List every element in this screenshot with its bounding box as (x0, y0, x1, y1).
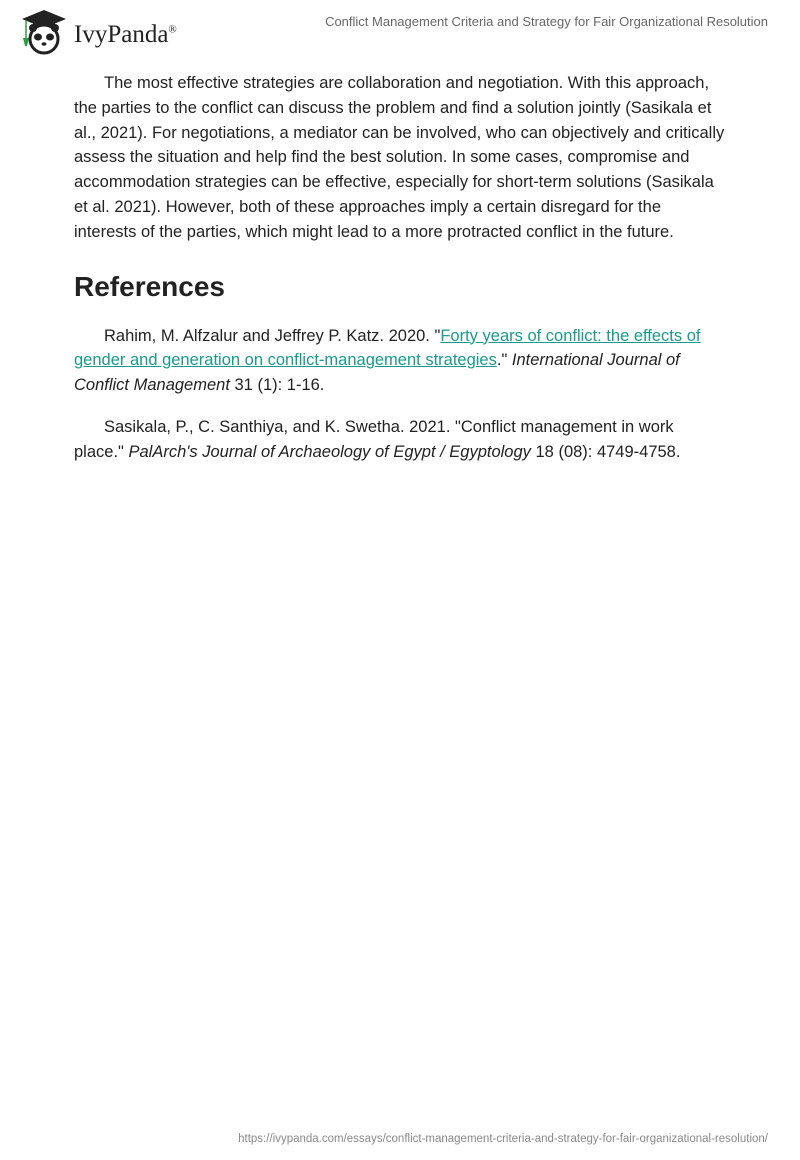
panda-graduate-icon (20, 8, 68, 56)
reference-link[interactable]: Forty years of conflict: the effects of gender and generation on conflict-management strategies (74, 326, 701, 370)
ivypanda-logo[interactable] (20, 8, 177, 56)
body-paragraph: The most effective strategies are collaboration and negotiation. With this approach, the parties to the conflict can discuss the problem and find a solution jointly (Sasikala et al., 2021). For negotiations, a mediator can be involved, who can objectively and critically assess the situation and help find the best solution. In some cases, compromise and accommodation strategies can be effective, especially for short-term solutions (Sasikala et al. 2021). However, both of these approaches imply a certain disregard for the interests of the parties, which might lead to a more protracted conflict in the future. (74, 74, 725, 241)
essay-content (74, 71, 726, 482)
document-title: Conflict Management Criteria and Strategy for Fair Organizational Resolution (325, 14, 768, 29)
references-heading: References (74, 270, 225, 302)
reference-item: Rahim, M. Alfzalur and Jeffrey P. Katz. 2020. "Forty years of conflict: the effects of gender and generation on conflict-management strategies." International Journal of Conflict Management 31 (1): 1-16. (74, 326, 701, 395)
footer-url[interactable]: https://ivypanda.com/essays/conflict-management-criteria-and-strategy-for-fair-organizational-resolution/ (238, 1133, 768, 1145)
reference-item: Sasikala, P., C. Santhiya, and K. Swetha. 2021. "Conflict management in work place." PalArch's Journal of Archaeology of Egypt / Egyptology 18 (08): 4749-4758. (74, 417, 681, 461)
brand-name: IvyPanda® (74, 21, 177, 48)
